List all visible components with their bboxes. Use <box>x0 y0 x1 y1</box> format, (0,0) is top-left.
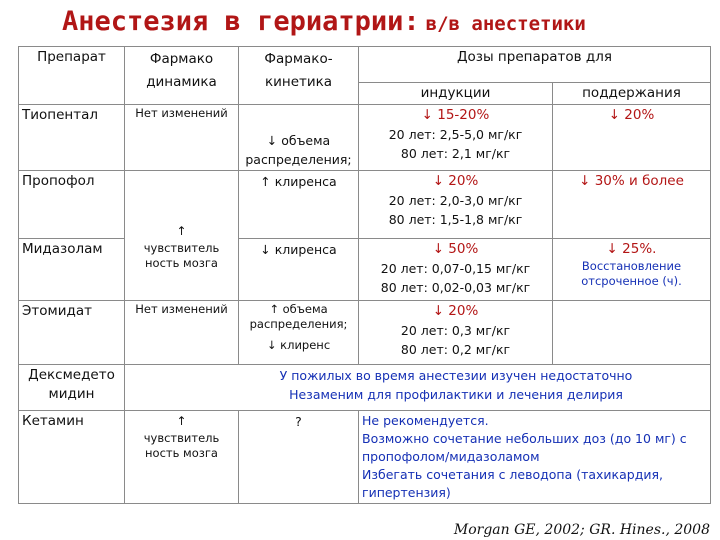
table-row <box>19 365 711 411</box>
header-row <box>19 47 711 83</box>
table-row <box>19 411 711 504</box>
header-induction: индукции <box>359 83 553 105</box>
note-line: Возможно сочетание небольших доз (до 10 мг) с пропофолом/мидазоламом <box>362 431 687 464</box>
maintenance-cell <box>553 301 711 365</box>
drug-name: Кетамин <box>19 411 125 504</box>
kinetics-cell <box>239 301 359 365</box>
header-maintenance: поддержания <box>553 83 711 105</box>
kinetics-volume: ↑ объема распределения; <box>249 302 348 331</box>
header-doses: Дозы препаратов для <box>359 47 711 83</box>
note-line: Избегать сочетания с леводопа (тахикардия, гипертензия) <box>362 467 663 500</box>
dynamics-cell: Нет изменений <box>125 301 239 365</box>
kinetics-cell: ↓ объема распределения; <box>239 105 359 171</box>
maintenance-cell <box>553 239 711 301</box>
drug-name: Пропофол <box>19 171 125 239</box>
kinetics-cell: ↑ клиренса <box>239 171 359 239</box>
title-main: Анестезия в гериатрии: <box>62 6 420 37</box>
induction-cell <box>359 301 553 365</box>
header-drug: Препарат <box>19 47 125 105</box>
induction-dose-old: 80 лет: 2,1 мг/кг <box>400 146 511 161</box>
induction-percent: ↓ 50% <box>432 241 479 257</box>
table-row <box>19 171 711 239</box>
kinetics-cell: ↓ клиренса <box>239 239 359 301</box>
induction-dose-young: 20 лет: 0,3 мг/кг <box>400 323 511 338</box>
induction-dose-young: 20 лет: 0,07-0,15 мг/кг <box>380 261 531 276</box>
anesthetics-table <box>18 46 711 504</box>
slide-title <box>62 6 586 46</box>
increase-arrow: ↑ <box>176 414 187 428</box>
header-pharmacokinetics: Фармако-кинетика <box>239 47 359 105</box>
dynamics-cell <box>125 411 239 504</box>
header-pharmacodynamics: Фармако динамика <box>125 47 239 105</box>
induction-dose-old: 80 лет: 1,5-1,8 мг/кг <box>388 212 523 227</box>
induction-dose-young: 20 лет: 2,0-3,0 мг/кг <box>388 193 523 208</box>
induction-percent: ↓ 20% <box>432 303 479 319</box>
dexmedetomidine-note <box>125 365 711 411</box>
drug-name: Дексмедето мидин <box>19 365 125 411</box>
table-row <box>19 105 711 171</box>
kinetics-clearance: ↓ клиренс <box>266 338 331 352</box>
maintenance-percent: ↓ 25%. <box>606 241 657 257</box>
induction-dose-old: 80 лет: 0,2 мг/кг <box>400 342 511 357</box>
dynamics-cell <box>125 171 239 301</box>
drug-name: Тиопентал <box>19 105 125 171</box>
induction-percent: ↓ 20% <box>432 173 479 189</box>
induction-cell <box>359 239 553 301</box>
increase-arrow: ↑ <box>176 224 187 238</box>
dynamics-cell: Нет изменений <box>125 105 239 171</box>
ketamine-notes <box>359 411 711 504</box>
kinetics-cell: ? <box>239 411 359 504</box>
table-row <box>19 301 711 365</box>
dynamics-text: чувствитель ность мозга <box>143 431 220 460</box>
note-line: Не рекомендуется. <box>362 413 489 428</box>
drug-name: Этомидат <box>19 301 125 365</box>
induction-dose-old: 80 лет: 0,02-0,03 мг/кг <box>380 280 531 295</box>
maintenance-cell: ↓ 20% <box>553 105 711 171</box>
maintenance-cell: ↓ 30% и более <box>553 171 711 239</box>
title-sub: в/в анестетики <box>425 13 586 35</box>
drug-name: Мидазолам <box>19 239 125 301</box>
citation: Morgan GE, 2002; GR. Hines., 2008 <box>453 522 710 538</box>
induction-cell <box>359 171 553 239</box>
note-line: Незаменим для профилактики и лечения делирия <box>289 387 623 402</box>
table-row <box>19 239 711 301</box>
maintenance-note: Восстановление отсроченное (ч). <box>581 259 682 288</box>
induction-percent: ↓ 15-20% <box>421 107 490 123</box>
note-line: У пожилых во время анестезии изучен недостаточно <box>279 368 633 383</box>
induction-dose-young: 20 лет: 2,5-5,0 мг/кг <box>388 127 523 142</box>
induction-cell <box>359 105 553 171</box>
dynamics-text: чувствитель ность мозга <box>143 241 220 270</box>
